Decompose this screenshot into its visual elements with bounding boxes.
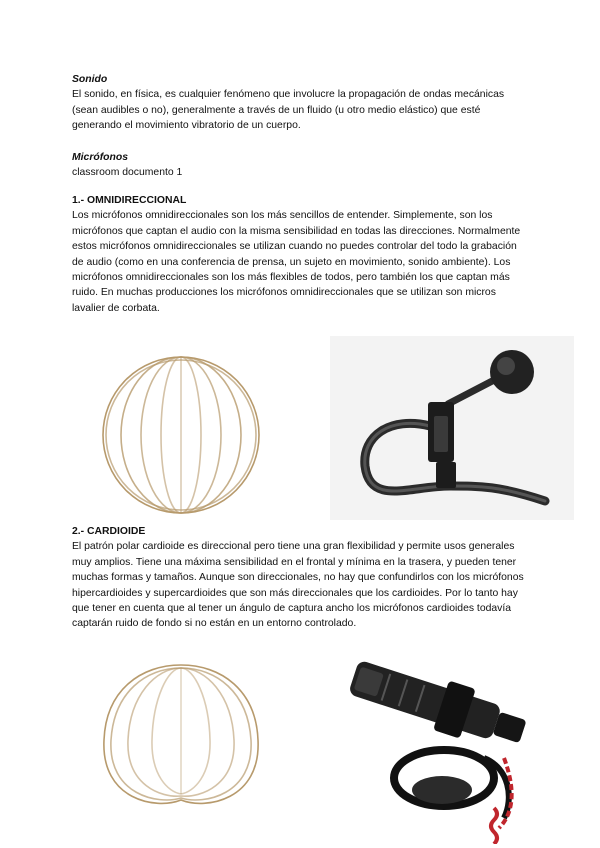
section-cardio: [72, 524, 528, 632]
cardio-body: El patrón polar cardioide es direccional pero tiene una gran flexibilidad y permite usos generales muy amplios. Tiene una máxima sensibilidad en el frontal y mínima en la trasera, y pueden tener muchas formas y tamaños. Aunque son direccionales, no hay que confundirlos con los micrófonos hipercardioides y supercardioides que son más direccionales que los cardioides. Por lo tanto hay que tener en cuenta que al tener un ángulo de captura ancho los micrófonos cardioides todavía captarán ruido de fondo si no están en un entorno controlado.: [72, 541, 524, 630]
sonido-title: Sonido: [72, 74, 108, 85]
sonido-body: El sonido, en física, es cualquier fenómeno que involucre la propagación de ondas mecánicas (sean audibles o no), generalmente a través de un fluido (u otro medio elástico) que esté generando el movimiento vibratorio de un cuerpo.: [72, 89, 505, 132]
shotgun-mic-icon: [334, 648, 546, 844]
omni-heading: 1.- OMNIDIRECCIONAL: [72, 195, 187, 206]
cardioid-pattern-icon: [96, 660, 266, 810]
microfonos-subtitle: classroom documento 1: [72, 167, 183, 179]
cardio-heading: 2.- CARDIOIDE: [72, 526, 146, 537]
section-microfonos: [72, 150, 528, 181]
omni-body: Los micrófonos omnidireccionales son los más sencillos de entender. Simplemente, son los micrófonos que captan el audio con la misma sensibilidad en todas las direcciones. Normalmente estos micrófonos omnidireccionales se utilizan cuando no puedes controlar del todo la grabación de audio (como en una conferencia de prensa, un sujeto en movimiento, sonido ambiente). Los micrófonos omnidireccionales son los más flexibles de todos, pero también los que captan más ruido. En muchas producciones los micrófonos omnidireccionales que se utilizan son micros lavalier de corbata.: [72, 210, 521, 314]
omni-pattern-icon: [96, 350, 266, 520]
section-omni: [72, 193, 528, 316]
lavalier-mic-icon: [330, 336, 574, 520]
section-sonido: [72, 72, 528, 134]
microfonos-title: Micrófonos: [72, 152, 128, 163]
